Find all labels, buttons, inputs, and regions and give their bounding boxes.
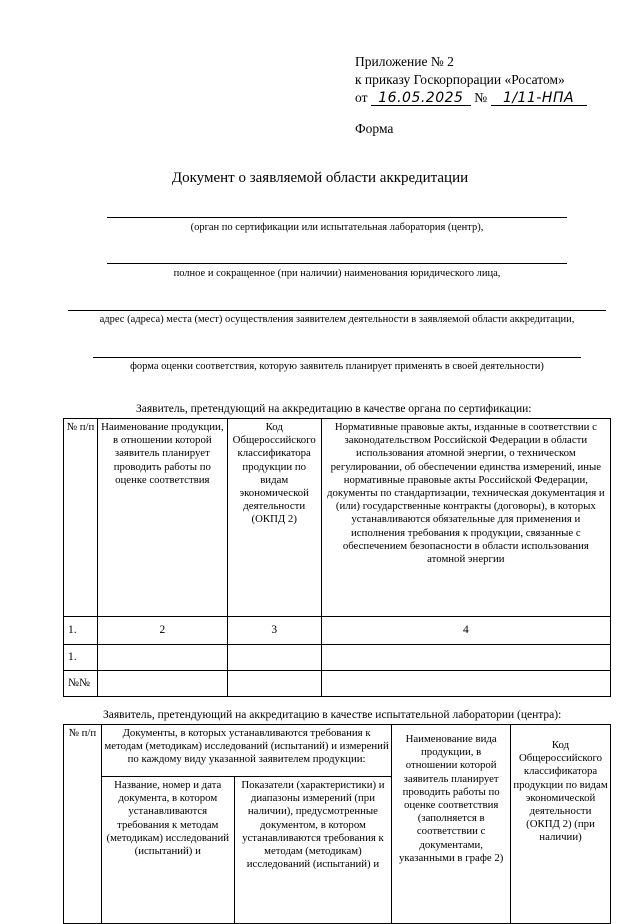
table2-header-product: Наименование вида продукции, в отношении которой заявитель планирует проводить работы по оценке соответствия (заполняется в соответствии с документами, указанными в графе 2) — [392, 725, 511, 924]
table1-header-acts: Нормативные правовые акты, изданные в соответствии с законодательством Российской Федерации в области использования атомной энергии, о техническом регулировании, об обеспечении единства измерений, иные нормативные правовые акты Российской Федерации, документы по стандартизации, техническая документация и (или) государственные контракты (договоры), в которых устанавливаются обязательные для применения и исполнения требования к продукции, связанные с обеспечением безопасности в области использования атомной энергии — [321, 419, 610, 617]
annex-date: 16.05.2025 — [371, 91, 471, 106]
annex-line1: Приложение № 2 — [355, 54, 454, 69]
table1-row1-okpd[interactable] — [227, 645, 321, 671]
annex-from: от — [355, 90, 368, 105]
table1-row2-okpd[interactable] — [227, 671, 321, 697]
caption-3: адрес (адреса) места (мест) осуществления заявителем деятельности в заявляемой области аккредитации, — [99, 314, 575, 325]
blank-line-4 — [93, 357, 581, 358]
caption-2: полное и сокращенное (при наличии) наименования юридического лица, — [173, 268, 501, 279]
annex-number: 1/11-НПА — [491, 91, 587, 106]
table1-header-row — [64, 419, 611, 617]
blank-line-3 — [68, 310, 606, 311]
table1-header-num: № п/п — [64, 419, 98, 617]
certification-table — [63, 418, 611, 697]
blank-line-2 — [107, 263, 567, 264]
table2-header-row — [64, 725, 611, 777]
table2-header-docs: Документы, в которых устанавливаются требования к методам (методикам) исследований (испытаний) и измерений по каждому виду указанной заявителем продукции: — [101, 725, 391, 777]
table2-header-indicators: Показатели (характеристики) и диапазоны измерений (при наличии), предусмотренные документом, в котором устанавливаются требования к методам (методикам) исследований (испытаний) и — [234, 777, 392, 924]
table2-header-okpd: Код Общероссийского классификатора продукции по видам экономической деятельности (ОКПД 2) (при наличии) — [511, 725, 611, 924]
annex-line2: к приказу Госкорпорации «Росатом» — [355, 72, 565, 87]
table-row — [64, 671, 611, 697]
table1-row2-num: №№ — [64, 671, 98, 697]
table1-row1-product[interactable] — [97, 645, 227, 671]
caption-1: (орган по сертификации или испытательная лаборатория (центр), — [190, 222, 484, 233]
table2-header-document: Название, номер и дата документа, в котором устанавливаются требования к методам (методикам) исследований (испытаний) и — [101, 777, 234, 924]
table1-header-product: Наименование продукции, в отношении которой заявитель планирует проводить работы по оценке соответствия — [97, 419, 227, 617]
table1-row1-num: 1. — [64, 645, 98, 671]
table1-row2-product[interactable] — [97, 671, 227, 697]
table1-colnum-4: 4 — [321, 617, 610, 645]
laboratory-table — [63, 724, 611, 924]
page-title: Документ о заявляемой области аккредитации — [171, 170, 469, 186]
table1-caption: Заявитель, претендующий на аккредитацию в качестве органа по сертификации: — [136, 403, 532, 415]
table1-colnum-1: 1. — [64, 617, 98, 645]
table2-header-num: № п/п — [64, 725, 102, 924]
table1-header-okpd: Код Общероссийского классификатора продукции по видам экономической деятельности (ОКПД 2) — [227, 419, 321, 617]
table1-row2-acts[interactable] — [321, 671, 610, 697]
caption-4: форма оценки соответствия, которую заявитель планирует применять в своей деятельности) — [130, 361, 544, 372]
annex-order-line — [355, 89, 587, 106]
table-row — [64, 645, 611, 671]
annex-num-sign: № — [474, 90, 488, 105]
table1-number-row — [64, 617, 611, 645]
annex-form: Форма — [355, 121, 394, 136]
table2-caption: Заявитель, претендующий на аккредитацию в качестве испытательной лаборатории (центра): — [103, 709, 562, 721]
table1-colnum-3: 3 — [227, 617, 321, 645]
table1-row1-acts[interactable] — [321, 645, 610, 671]
table1-colnum-2: 2 — [97, 617, 227, 645]
blank-line-1 — [107, 217, 567, 218]
